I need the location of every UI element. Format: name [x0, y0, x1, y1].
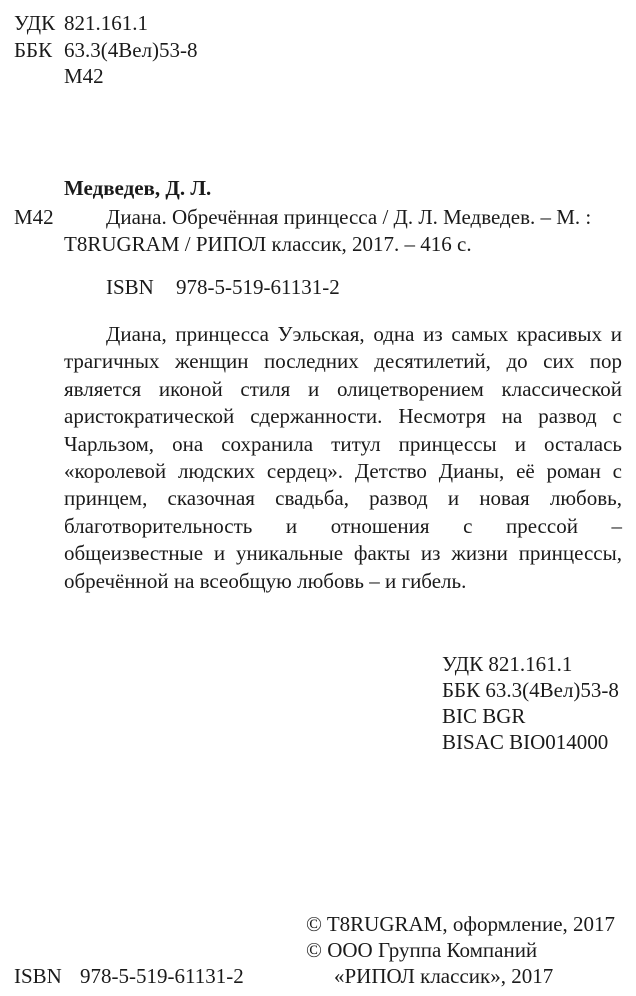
- bbk-code: ББК 63.3(4Вел)53-8: [442, 678, 619, 702]
- bbk-label: ББК: [14, 38, 53, 62]
- bisac-code: BISAC BIO014000: [442, 730, 609, 754]
- author-mark: М42: [14, 205, 54, 229]
- footer-isbn-value: 978-5-519-61131-2: [80, 964, 244, 988]
- description-line-2: T8RUGRAM / РИПОЛ классик, 2017. – 416 с.: [64, 232, 472, 256]
- udk-code: УДК 821.161.1: [442, 652, 573, 676]
- annotation-paragraph: Диана, принцесса Уэльская, одна из самых красивых и трагичных женщин последних десятилетий, до сих пор является иконой стиля и олицетворением классической аристократической сдержанности. Несмотря на развод с Чарльзом, она сохранила титул принцессы и осталась «королевой людских сердец». Детство Дианы, её роман с принцем, сказочная свадьба, развод и новая любовь, благотворительность и отношения с прессой – общеизвестные и уникальные факты из жизни принцессы, обречённой на всеобщую любовь – и гибель.: [64, 322, 622, 593]
- author-name: Медведев, Д. Л.: [64, 176, 212, 200]
- udk-label: УДК: [14, 11, 56, 35]
- footer-isbn-label: ISBN: [14, 964, 62, 988]
- description-line-1: Диана. Обречённая принцесса / Д. Л. Медведев. – М. :: [106, 205, 592, 229]
- author-mark-top: М42: [64, 64, 104, 88]
- copyright-publisher: © ООО Группа Компаний: [306, 938, 538, 962]
- copyright-publisher-name: «РИПОЛ классик», 2017: [334, 964, 554, 988]
- isbn-value: 978-5-519-61131-2: [176, 275, 340, 299]
- isbn-label: ISBN: [106, 275, 154, 299]
- bbk-value: 63.3(4Вел)53-8: [64, 38, 198, 62]
- copyright-design: © T8RUGRAM, оформление, 2017: [306, 912, 616, 936]
- bic-code: BIC BGR: [442, 704, 526, 728]
- udk-value: 821.161.1: [64, 11, 148, 35]
